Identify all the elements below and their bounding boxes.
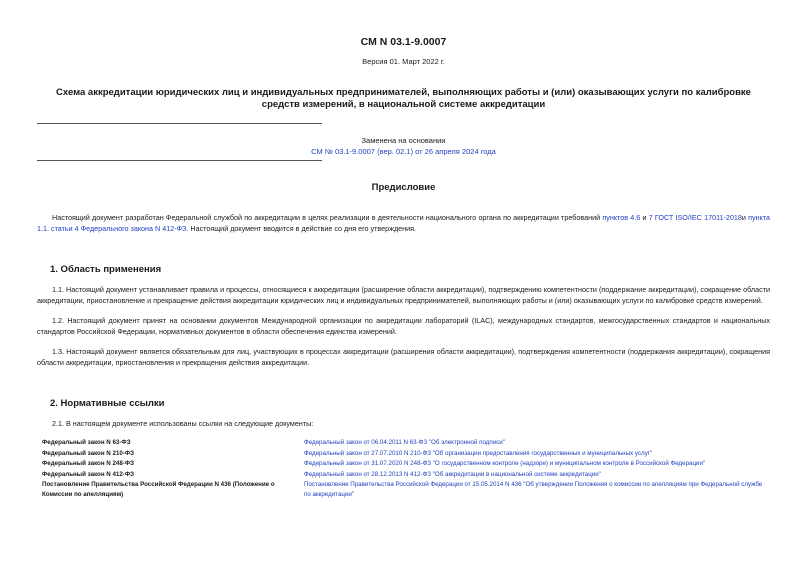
reference-name: Федеральный закон N 248-ФЗ — [42, 460, 135, 467]
reference-name: Постановление Правительства Российской Федерации N 436 (Положение о Комиссии по апелляциям) — [42, 481, 275, 498]
link-law-412-article-4[interactable]: пункта 1.1. статьи 4 Федерального закона N 412-ФЗ — [37, 213, 771, 233]
reference-name: Федеральный закон N 63-ФЗ — [42, 439, 131, 446]
preface-text-3: и — [741, 213, 746, 222]
preface-paragraph — [37, 213, 770, 234]
preface-text-1: Настоящий документ разработан Федеральной службой по аккредитации в целях реализации в деятельности национального органа по аккредитации требований — [52, 213, 601, 222]
link-gost-17011[interactable]: 7 ГОСТ ISO/IEC 17011-2018 — [648, 213, 742, 222]
table-row — [37, 470, 770, 481]
table-row — [37, 459, 770, 470]
reference-link[interactable]: Федеральный закон от 28.12.2013 N 412-ФЗ "Об аккредитации в национальной системе аккредитации" — [304, 470, 601, 478]
reference-link[interactable]: Федеральный закон от 27.07.2010 N 210-ФЗ "Об организации предоставления государственных и муниципальных услуг" — [304, 449, 653, 457]
table-row — [37, 449, 770, 460]
section-2-heading: 2. Нормативные ссылки — [50, 398, 165, 409]
preface-text-2: и — [642, 213, 647, 222]
divider-top — [37, 123, 322, 124]
reference-name: Федеральный закон N 210-ФЗ — [42, 449, 135, 457]
table-row — [37, 480, 770, 500]
section-1-paragraph-2: 1.2. Настоящий документ принят на основании документов Международной организации по аккредитации лабораторий (ILAC), международных стандартов, межгосударственных стандартов и национальных стандартов Российской Федерации, нормативных документов в области обеспечения единства измерений. — [37, 316, 770, 336]
reference-link[interactable]: Федеральный закон от 31.07.2020 N 248-ФЗ "О государственном контроле (надзоре) и муниципальном контроле в Российской Федерации" — [304, 460, 706, 467]
divider-bottom — [37, 160, 322, 161]
replacement-link[interactable]: СМ № 03.1-9.0007 (вер. 02.1) от 26 апреля 2024 года — [311, 147, 496, 156]
preface-heading: Предисловие — [371, 182, 436, 193]
section-1-paragraph-1: 1.1. Настоящий документ устанавливает правила и процессы, относящиеся к аккредитации (расширение области аккредитации), подтверждению компетентности (поддержание аккредитации), сокращение области аккредитации, приостановление и прекращение действия аккредитации юридических лиц и индивидуальных предпринимателей, выполняющих работы и (или) оказывающих услуги по калибровке средств измерений. — [37, 285, 770, 305]
document-title: Схема аккредитации юридических лиц и индивидуальных предпринимателей, выполняющих работы и (или) оказывающих услуги по калибровке средств измерений, в национальной системе аккредитации — [56, 87, 751, 110]
section-2-intro: 2.1. В настоящем документе использованы ссылки на следующие документы: — [52, 419, 314, 428]
section-1-heading: 1. Область применения — [50, 264, 162, 275]
references-table — [37, 438, 770, 500]
table-row — [37, 438, 770, 449]
document-code: СМ N 03.1-9.0007 — [360, 36, 447, 48]
section-1-paragraph-3: 1.3. Настоящий документ является обязательным для лиц, участвующих в процессах аккредитации (расширения области аккредитации), подтверждения компетентности (поддержания аккредитации), сокращения области аккредитации, приостановления и прекращения действия аккредитации. — [37, 347, 770, 367]
replacement-label: Заменена на основании — [361, 136, 446, 145]
document-version: Версия 01. Март 2022 г. — [362, 57, 445, 66]
reference-name: Федеральный закон N 412-ФЗ — [42, 470, 135, 478]
reference-link[interactable]: Постановление Правительства Российской Федерации от 15.05.2014 N 436 "Об утверждении Положения о комиссии по апелляциям при Федеральной службе по аккредитации" — [304, 481, 763, 498]
preface-text-4: . Настоящий документ вводится в действие со дня его утверждения. — [186, 223, 417, 233]
link-clause-4-6[interactable]: пунктов 4.6 — [602, 213, 641, 222]
reference-link[interactable]: Федеральный закон от 06.04.2011 N 63-ФЗ "Об электронной подписи" — [304, 439, 505, 446]
